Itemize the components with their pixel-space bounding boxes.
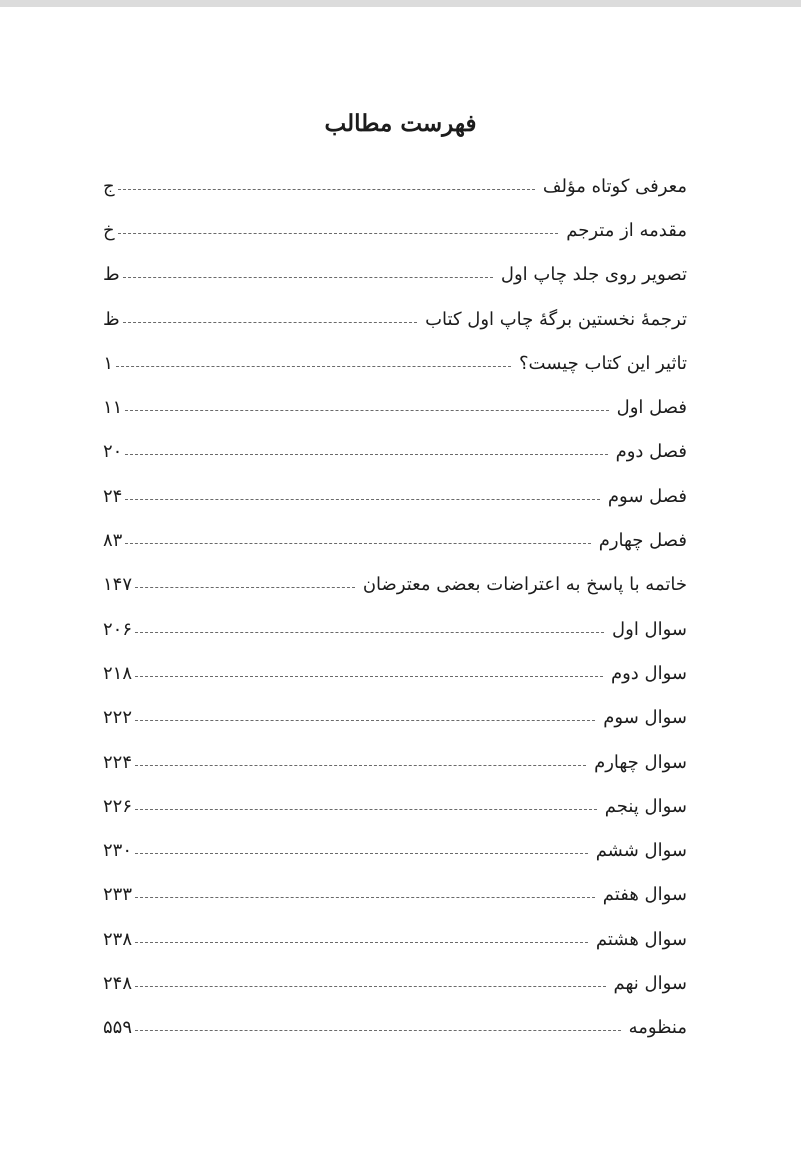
toc-page-number: ۱۱ [103,397,123,419]
toc-dotted-leader [135,676,603,677]
toc-dotted-leader [123,277,493,278]
toc-dotted-leader [135,765,586,766]
toc-dotted-leader [125,454,607,455]
toc-entry [103,430,687,474]
toc-page-number: ۲۲۴ [103,751,133,773]
toc-entry [103,253,687,297]
toc-page-number: ۲۲۲ [103,707,133,729]
toc-entry [103,341,687,385]
toc-entry-title: سوال سوم [603,707,687,729]
toc-entry [103,828,687,872]
table-of-contents [103,164,687,1050]
toc-entry-title: تصویر روی جلد چاپ اول [500,264,687,286]
toc-page-number: ط [103,264,120,286]
toc-dotted-leader [135,986,606,987]
toc-entry-title: مقدمه از مترجم [566,219,687,241]
toc-dotted-leader [135,853,588,854]
toc-entry-title: فصل سوم [607,485,687,507]
toc-entry [103,784,687,828]
toc-dotted-leader [125,410,608,411]
toc-entry-title: سوال نهم [613,972,687,994]
toc-page-number: ۲۰۶ [103,618,133,640]
toc-entry [103,164,687,208]
toc-entry-title: فصل چهارم [598,530,687,552]
toc-entry-title: سوال هفتم [602,884,687,906]
toc-page-number: ۲۱۸ [103,662,133,684]
toc-dotted-leader [135,1030,621,1031]
toc-entry [103,917,687,961]
toc-dotted-leader [135,720,595,721]
toc-page-number: ظ [103,308,120,330]
toc-page-number: ۲۴ [103,485,123,507]
toc-entry [103,696,687,740]
toc-entry-title: تاثیر این کتاب چیست؟ [518,352,687,374]
toc-page-number: ۲۳۰ [103,840,133,862]
toc-page-number: خ [103,219,115,241]
toc-entry-title: خاتمه با پاسخ به اعتراضات بعضی معترضان [362,574,687,596]
toc-entry [103,385,687,429]
toc-entry [103,873,687,917]
toc-entry [103,651,687,695]
toc-page-number: ۱۴۷ [103,574,133,596]
toc-entry-title: سوال ششم [595,840,687,862]
toc-dotted-leader [118,233,559,234]
toc-page-number: ۲۳۸ [103,928,133,950]
toc-entry-title: فصل دوم [615,441,687,463]
toc-entry-title: سوال اول [612,618,687,640]
toc-dotted-leader [125,499,600,500]
toc-dotted-leader [116,366,511,367]
toc-page-number: ۲۰ [103,441,123,463]
toc-entry-title: سوال پنجم [604,795,687,817]
toc-dotted-leader [135,897,595,898]
toc-entry-title: معرفی کوتاه مؤلف [542,175,687,197]
toc-page-number: ۵۵۹ [103,1017,133,1039]
toc-entry-title: سوال دوم [610,662,687,684]
toc-entry [103,474,687,518]
toc-page-number: ۲۳۳ [103,884,133,906]
toc-dotted-leader [135,587,355,588]
toc-dotted-leader [123,322,417,323]
toc-entry [103,1006,687,1050]
toc-entry-title: سوال چهارم [594,751,687,773]
toc-entry-title: ترجمهٔ نخستین برگهٔ چاپ اول کتاب [425,308,687,330]
toc-entry [103,740,687,784]
toc-entry-title: فصل اول [616,397,687,419]
toc-entry [103,607,687,651]
toc-dotted-leader [135,809,597,810]
toc-page-number: ۲۲۶ [103,795,133,817]
toc-entry [103,208,687,252]
toc-entry-title: سوال هشتم [595,928,687,950]
toc-dotted-leader [135,942,588,943]
toc-page-number: ۱ [103,352,113,374]
toc-entry [103,961,687,1005]
toc-entry [103,563,687,607]
toc-entry [103,518,687,562]
toc-dotted-leader [118,189,535,190]
toc-dotted-leader [135,632,604,633]
toc-entry [103,297,687,341]
page-title: فهرست مطالب [324,110,477,137]
toc-page-number: ۸۳ [103,530,123,552]
toc-entry-title: منظومه [628,1017,687,1039]
toc-page-number: ج [103,175,115,197]
toc-dotted-leader [125,543,590,544]
toc-page-number: ۲۴۸ [103,972,133,994]
